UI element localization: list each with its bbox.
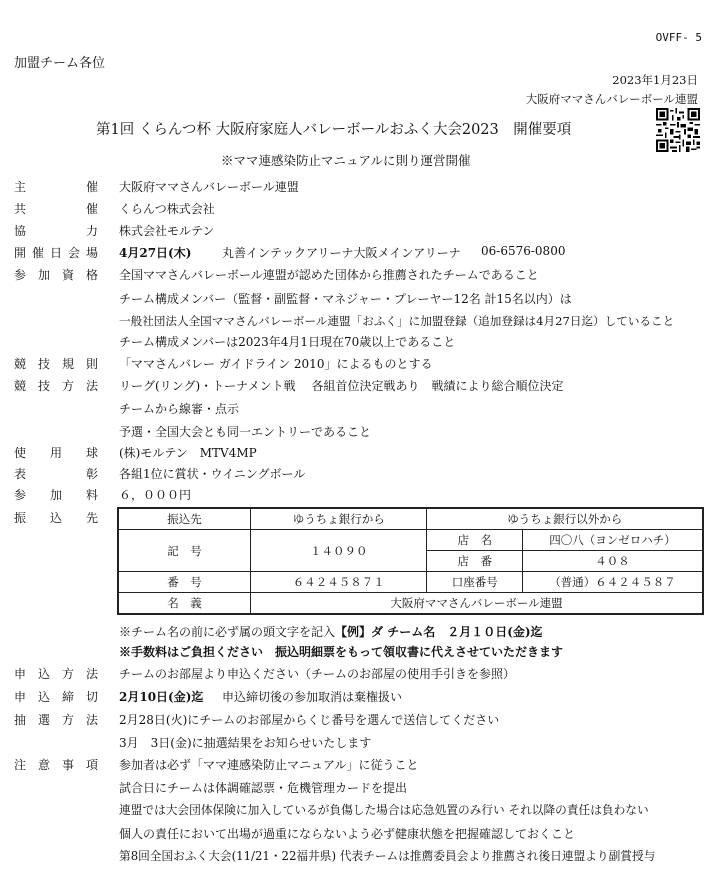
row-lottery xyxy=(0,711,714,733)
notes-line: 参加者は必ず「ママ連感染防止マニュアル」に従うこと xyxy=(119,758,419,772)
table-header: 振込先 xyxy=(118,508,251,530)
row-notes xyxy=(0,756,714,778)
value-organizer: 大阪府ママさんバレーボール連盟 xyxy=(119,180,299,194)
label-award: 表 彰 xyxy=(14,467,98,481)
label-eligibility: 参 加 資 格 xyxy=(14,268,98,282)
table-cell: ６４２４５８７１ xyxy=(251,572,427,593)
label-format: 競 技 方 法 xyxy=(14,379,98,393)
row-co-organizer xyxy=(0,200,714,222)
subtitle-notice: ※ママ連感染防止マニュアルに則り運営開催 xyxy=(221,153,471,168)
row-ball xyxy=(0,444,714,466)
addressee: 加盟チーム各位 xyxy=(14,56,106,71)
row-application-method xyxy=(0,665,714,687)
note-team-prefix: ※チーム名の前に必ず属の頭文字を記入【例】ダ チーム名 ２月１０日(金)迄 xyxy=(119,625,543,639)
label-notes: 注 意 事 項 xyxy=(14,758,98,772)
row-format xyxy=(0,377,714,399)
label-date-venue: 開 催 日 会 場 xyxy=(14,246,98,260)
label-lottery: 抽 選 方 法 xyxy=(14,713,98,727)
table-cell: 店 番 xyxy=(427,551,523,572)
row-organizer xyxy=(0,178,714,200)
table-cell: 記 号 xyxy=(118,530,251,572)
value-award: 各組1位に賞状・ウイニングボール xyxy=(119,467,306,481)
label-fee: 参 加 料 xyxy=(14,488,98,502)
notes-line: 個人の責任において出場が過重にならないよう必ず健康状態を把握確認しておくこと xyxy=(119,827,576,841)
table-header: ゆうちょ銀行から xyxy=(251,508,427,530)
table-cell: １４０９０ xyxy=(251,530,427,572)
eligibility-line: チーム構成メンバー（監督・副監督・マネジャー・プレーヤー12名 計15名以内）は xyxy=(119,292,572,306)
table-row xyxy=(118,508,703,530)
notes-line: 連盟では大会団体保険に加入しているが負傷した場合は応急処置のみ行い それ以降の責任は負わない xyxy=(119,803,649,817)
value-co-organizer: くらんつ株式会社 xyxy=(119,202,215,216)
row-deadline xyxy=(0,688,714,710)
row-fee xyxy=(0,486,714,508)
label-deadline: 申 込 締 切 xyxy=(14,690,98,704)
table-cell: 大阪府ママさんバレーボール連盟 xyxy=(251,593,703,615)
value-rules: 「ママさんバレー ガイドライン 2010」によるものとする xyxy=(119,357,433,371)
table-header: ゆうちょ銀行以外から xyxy=(427,508,703,530)
label-cooperation: 協 力 xyxy=(14,224,98,238)
event-date: 4月27日(木) xyxy=(119,246,192,260)
document-code: OVFF- 5 xyxy=(655,31,702,44)
venue-name: 丸善インテックアリーナ大阪メインアリーナ xyxy=(222,246,461,260)
value-ball: (株)モルテン MTV4MP xyxy=(119,446,257,460)
row-award xyxy=(0,465,714,487)
value-application-method: チームのお部屋より申込ください（チームのお部屋の使用手引きを参照） xyxy=(119,667,516,681)
label-transfer: 振 込 先 xyxy=(14,511,98,525)
format-line: 予選・全国大会とも同一エントリーであること xyxy=(119,425,372,439)
deadline-date: 2月10日(金)迄 xyxy=(119,690,204,704)
notes-line: 試合日にチームは体調確認票・危機管理カードを提出 xyxy=(119,781,408,795)
transfer-table xyxy=(117,507,704,615)
notes-line: 第8回全国おふく大会(11/21・22福井県) 代表チームは推薦委員会より推薦され後日連盟より副賞授与 xyxy=(119,849,656,863)
lottery-line: 2月28日(火)にチームのお部屋からくじ番号を選んで送信してください xyxy=(119,713,500,727)
row-eligibility xyxy=(0,266,714,288)
issue-date: 2023年1月23日 xyxy=(612,73,698,87)
format-line: リーグ(リング)・トーナメント戦 各組首位決定戦あり 戦績により総合順位決定 xyxy=(119,379,564,393)
table-row xyxy=(118,593,703,615)
label-ball: 使 用 球 xyxy=(14,446,98,460)
table-cell: 四〇八（ヨンゼロハチ） xyxy=(523,530,703,551)
table-cell: 店 名 xyxy=(427,530,523,551)
format-line: チームから線審・点示 xyxy=(119,402,240,416)
row-cooperation xyxy=(0,222,714,244)
table-row xyxy=(118,530,703,551)
eligibility-line: 一般社団法人全国ママさんバレーボール連盟「おふく」に加盟登録（追加登録は4月27日迄）していること xyxy=(119,314,675,328)
label-organizer: 主 催 xyxy=(14,180,98,194)
value-fee: ６，０００円 xyxy=(119,488,192,502)
table-cell: 名 義 xyxy=(118,593,251,615)
table-cell: 番 号 xyxy=(118,572,251,593)
table-cell: （普通）６４２４５８７ xyxy=(523,572,703,593)
note-fee-receipt: ※手数料はご負担ください 振込明細票をもって領収書に代えさせていただきます xyxy=(119,645,564,659)
value-cooperation: 株式会社モルテン xyxy=(119,224,215,238)
table-row xyxy=(118,572,703,593)
label-rules: 競 技 規 則 xyxy=(14,357,98,371)
eligibility-line: 全国ママさんバレーボール連盟が認めた団体から推薦されたチームであること xyxy=(119,268,539,282)
qr-code-icon xyxy=(656,108,700,152)
venue-phone: 06-6576-0800 xyxy=(481,244,566,258)
lottery-line: 3月 3日(金)に抽選結果をお知らせいたします xyxy=(119,736,372,750)
row-date-venue xyxy=(0,244,714,266)
organizer-name: 大阪府ママさんバレーボール連盟 xyxy=(525,92,698,106)
row-rules xyxy=(0,355,714,377)
eligibility-line: チーム構成メンバーは2023年4月1日現在70歳以上であること xyxy=(119,335,456,349)
label-co-organizer: 共 催 xyxy=(14,202,98,216)
table-cell: ４０８ xyxy=(523,551,703,572)
page-title: 第1回 くらんつ杯 大阪府家庭人バレーボールおふく大会2023 開催要項 xyxy=(96,122,572,138)
label-application-method: 申 込 方 法 xyxy=(14,667,98,681)
deadline-note: 申込締切後の参加取消は棄権扱い xyxy=(222,690,403,704)
table-cell: 口座番号 xyxy=(427,572,523,593)
